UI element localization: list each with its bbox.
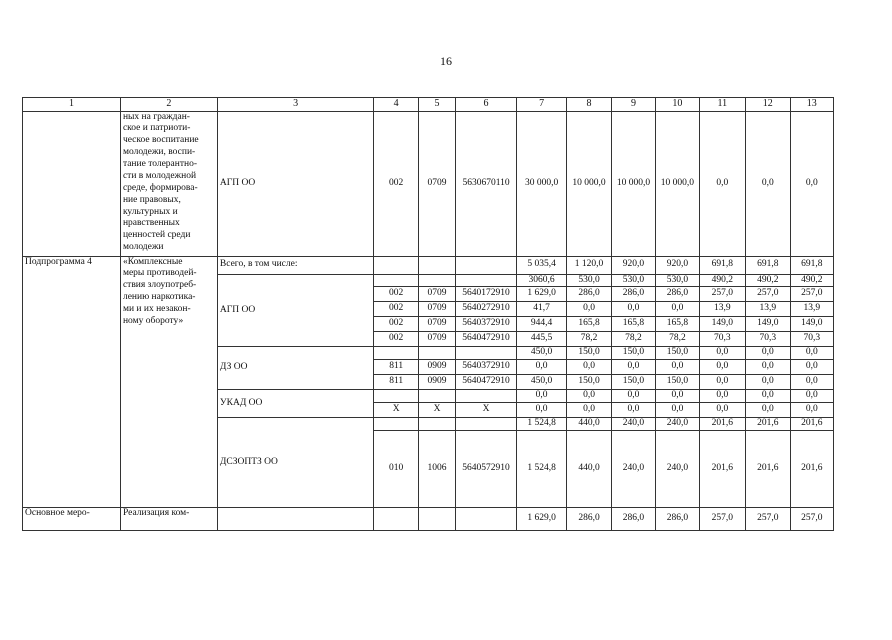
table-cell: 0709 (418, 317, 455, 332)
value-cell: 0,0 (516, 403, 566, 418)
value-cell: 41,7 (516, 302, 566, 317)
table-cell (374, 508, 418, 531)
executor-cell: УКАД ОО (217, 390, 374, 418)
subprogram-description: «Комплексные меры противодей- ствия злоупотреб- лению наркотика- ми и их незакон- ному обороту» (120, 256, 217, 508)
value-cell: 286,0 (567, 508, 611, 531)
table-row (23, 508, 834, 531)
table-cell: 5640172910 (456, 287, 517, 302)
value-cell: 0,0 (611, 403, 655, 418)
table-cell (418, 418, 455, 431)
budget-table (22, 97, 834, 531)
value-cell: 0,0 (746, 360, 790, 375)
value-cell: 201,6 (746, 431, 790, 508)
value-cell: 0,0 (699, 375, 745, 390)
value-cell: 13,9 (699, 302, 745, 317)
table-cell (456, 274, 517, 287)
table-cell: X (418, 403, 455, 418)
table-cell (217, 508, 374, 531)
value-cell: 150,0 (611, 375, 655, 390)
table-cell: 0709 (418, 111, 455, 256)
table-cell: 811 (374, 360, 418, 375)
value-cell: 0,0 (611, 390, 655, 403)
value-cell: 165,8 (567, 317, 611, 332)
value-cell: 257,0 (790, 508, 834, 531)
value-cell: 0,0 (699, 111, 745, 256)
value-cell: 150,0 (656, 347, 699, 360)
executor-cell: ДЗ ОО (217, 347, 374, 390)
value-cell: 240,0 (656, 431, 699, 508)
table-cell (374, 418, 418, 431)
value-cell: 1 524,8 (516, 418, 566, 431)
value-cell: 0,0 (656, 360, 699, 375)
table-cell (418, 390, 455, 403)
value-cell: 1 120,0 (567, 256, 611, 274)
table-cell: 0909 (418, 360, 455, 375)
table-cell: X (456, 403, 517, 418)
event-description: ных на граждан- ское и патриоти- ческое воспитание молодежи, воспи- тание толерантно- сти в молодежной среде, формирова- ние правовых, культурных и нравственных ценностей среди молодежи (120, 111, 217, 256)
table-cell (374, 256, 418, 274)
table-cell: 0709 (418, 287, 455, 302)
value-cell: 0,0 (790, 360, 834, 375)
value-cell: 150,0 (567, 375, 611, 390)
page-number: 16 (440, 54, 452, 68)
value-cell: 0,0 (567, 403, 611, 418)
table-cell (456, 390, 517, 403)
table-cell: 002 (374, 111, 418, 256)
table-cell: 0709 (418, 302, 455, 317)
value-cell: 149,0 (746, 317, 790, 332)
column-header: 1 (23, 98, 121, 112)
value-cell: 440,0 (567, 431, 611, 508)
table-cell: 5640472910 (456, 375, 517, 390)
table-cell: 5640372910 (456, 360, 517, 375)
table-cell (23, 111, 121, 256)
value-cell: 1 629,0 (516, 287, 566, 302)
value-cell: 3060,6 (516, 274, 566, 287)
column-header: 7 (516, 98, 566, 112)
value-cell: 150,0 (656, 375, 699, 390)
value-cell: 450,0 (516, 375, 566, 390)
value-cell: 0,0 (516, 360, 566, 375)
value-cell: 240,0 (611, 431, 655, 508)
value-cell: 0,0 (790, 347, 834, 360)
value-cell: 0,0 (746, 403, 790, 418)
table-cell (418, 508, 455, 531)
value-cell: 0,0 (790, 390, 834, 403)
value-cell: 240,0 (611, 418, 655, 431)
value-cell: 201,6 (790, 418, 834, 431)
value-cell: 0,0 (611, 360, 655, 375)
value-cell: 150,0 (611, 347, 655, 360)
value-cell: 0,0 (656, 390, 699, 403)
value-cell: 0,0 (611, 302, 655, 317)
table-cell: 5630670110 (456, 111, 517, 256)
value-cell: 201,6 (746, 418, 790, 431)
value-cell: 13,9 (790, 302, 834, 317)
subprogram-name: Подпрограмма 4 (23, 256, 121, 508)
value-cell: 0,0 (656, 403, 699, 418)
value-cell: 490,2 (790, 274, 834, 287)
value-cell: 257,0 (746, 508, 790, 531)
value-cell: 944,4 (516, 317, 566, 332)
executor-cell: АГП ОО (217, 111, 374, 256)
value-cell: 0,0 (790, 403, 834, 418)
value-cell: 0,0 (567, 360, 611, 375)
value-cell: 0,0 (790, 111, 834, 256)
value-cell: 257,0 (746, 287, 790, 302)
value-cell: 165,8 (656, 317, 699, 332)
value-cell: 0,0 (699, 390, 745, 403)
value-cell: 0,0 (656, 302, 699, 317)
value-cell: 920,0 (656, 256, 699, 274)
value-cell: 530,0 (611, 274, 655, 287)
value-cell: 0,0 (567, 390, 611, 403)
value-cell: 440,0 (567, 418, 611, 431)
value-cell: 445,5 (516, 332, 566, 347)
table-cell (418, 256, 455, 274)
table-cell: 0709 (418, 332, 455, 347)
value-cell: 1 629,0 (516, 508, 566, 531)
value-cell: 10 000,0 (611, 111, 655, 256)
value-cell: 286,0 (611, 508, 655, 531)
column-header: 6 (456, 98, 517, 112)
column-header: 8 (567, 98, 611, 112)
value-cell: 691,8 (746, 256, 790, 274)
value-cell: 10 000,0 (567, 111, 611, 256)
table-cell (456, 508, 517, 531)
value-cell: 0,0 (516, 390, 566, 403)
executor-cell: АГП ОО (217, 274, 374, 347)
value-cell: 70,3 (699, 332, 745, 347)
value-cell: 30 000,0 (516, 111, 566, 256)
value-cell: 0,0 (746, 375, 790, 390)
value-cell: 450,0 (516, 347, 566, 360)
value-cell: 490,2 (699, 274, 745, 287)
event-name: Основное меро- (23, 508, 121, 531)
column-header: 5 (418, 98, 455, 112)
event-description: Реализация ком- (120, 508, 217, 531)
table-cell: 002 (374, 302, 418, 317)
value-cell: 0,0 (699, 360, 745, 375)
table-row (23, 256, 834, 274)
table-cell (374, 347, 418, 360)
value-cell: 286,0 (567, 287, 611, 302)
value-cell: 149,0 (699, 317, 745, 332)
table-row (23, 98, 834, 112)
value-cell: 201,6 (790, 431, 834, 508)
column-header: 4 (374, 98, 418, 112)
value-cell: 240,0 (656, 418, 699, 431)
table-cell (374, 390, 418, 403)
table-cell (456, 256, 517, 274)
value-cell: 257,0 (699, 287, 745, 302)
table-cell: 0909 (418, 375, 455, 390)
total-label: Всего, в том числе: (217, 256, 374, 274)
value-cell: 257,0 (699, 508, 745, 531)
value-cell: 920,0 (611, 256, 655, 274)
table-cell: 5640272910 (456, 302, 517, 317)
table-row (23, 111, 834, 256)
value-cell: 165,8 (611, 317, 655, 332)
value-cell: 78,2 (611, 332, 655, 347)
value-cell: 0,0 (699, 347, 745, 360)
table-cell: 002 (374, 317, 418, 332)
value-cell: 0,0 (790, 375, 834, 390)
table-cell (418, 347, 455, 360)
value-cell: 70,3 (790, 332, 834, 347)
value-cell: 149,0 (790, 317, 834, 332)
value-cell: 78,2 (656, 332, 699, 347)
value-cell: 286,0 (611, 287, 655, 302)
column-header: 10 (656, 98, 699, 112)
table-cell: 010 (374, 431, 418, 508)
value-cell: 70,3 (746, 332, 790, 347)
value-cell: 286,0 (656, 508, 699, 531)
table-cell (456, 418, 517, 431)
table-cell: 1006 (418, 431, 455, 508)
column-header: 2 (120, 98, 217, 112)
table-cell (374, 274, 418, 287)
value-cell: 0,0 (746, 390, 790, 403)
table-cell: 002 (374, 287, 418, 302)
value-cell: 5 035,4 (516, 256, 566, 274)
value-cell: 691,8 (790, 256, 834, 274)
value-cell: 257,0 (790, 287, 834, 302)
value-cell: 1 524,8 (516, 431, 566, 508)
value-cell: 0,0 (567, 302, 611, 317)
table-cell (418, 274, 455, 287)
value-cell: 286,0 (656, 287, 699, 302)
column-header: 12 (746, 98, 790, 112)
table-cell: 811 (374, 375, 418, 390)
table-cell: 5640472910 (456, 332, 517, 347)
value-cell: 0,0 (699, 403, 745, 418)
table-cell: 5640372910 (456, 317, 517, 332)
table-cell: 002 (374, 332, 418, 347)
value-cell: 201,6 (699, 431, 745, 508)
table-cell (456, 347, 517, 360)
value-cell: 0,0 (746, 111, 790, 256)
value-cell: 530,0 (567, 274, 611, 287)
value-cell: 490,2 (746, 274, 790, 287)
value-cell: 10 000,0 (656, 111, 699, 256)
value-cell: 0,0 (746, 347, 790, 360)
value-cell: 78,2 (567, 332, 611, 347)
column-header: 9 (611, 98, 655, 112)
executor-cell: ДСЗОПТЗ ОО (217, 418, 374, 508)
table-cell: X (374, 403, 418, 418)
column-header: 11 (699, 98, 745, 112)
table-cell: 5640572910 (456, 431, 517, 508)
value-cell: 150,0 (567, 347, 611, 360)
value-cell: 13,9 (746, 302, 790, 317)
column-header: 13 (790, 98, 834, 112)
value-cell: 201,6 (699, 418, 745, 431)
value-cell: 530,0 (656, 274, 699, 287)
value-cell: 691,8 (699, 256, 745, 274)
column-header: 3 (217, 98, 374, 112)
